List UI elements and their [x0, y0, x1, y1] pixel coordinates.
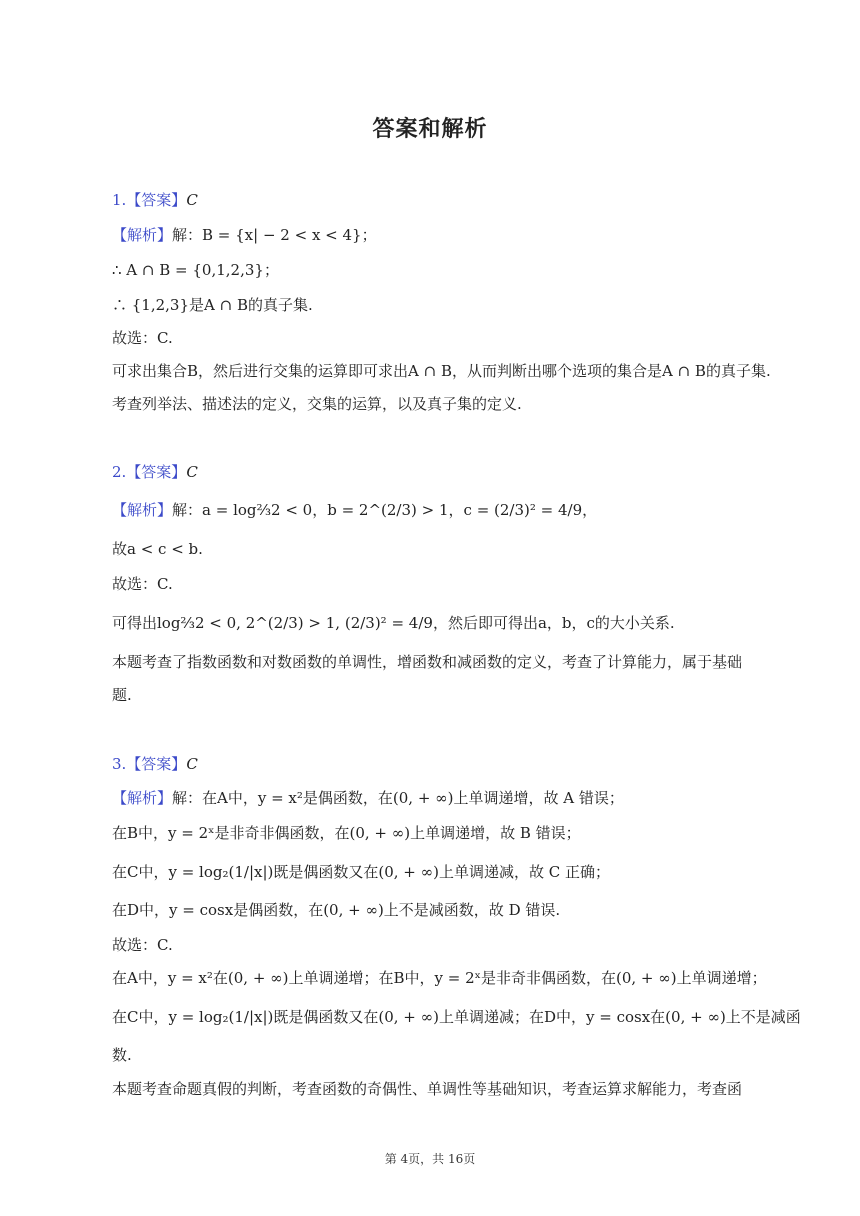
- q3-answer-line: [112, 753, 762, 775]
- q2-answer-line: [112, 461, 762, 483]
- q2-line-3: 故选：C.: [112, 575, 173, 593]
- analysis-tag: 【解析】: [112, 226, 173, 244]
- q2-answer-label: 2.【答案】: [112, 463, 187, 481]
- q1-line-2: ∴ A ∩ B = {0,1,2,3}；: [112, 261, 279, 279]
- analysis-tag: 【解析】: [112, 501, 173, 519]
- q1-line-4: 故选：C.: [112, 329, 173, 347]
- q2-line-2: 故a < c < b.: [112, 540, 203, 558]
- q3-line-7: 在C中，y = log₂(1/|x|)既是偶函数又在(0, + ∞)上单调递减；在D中，y = cosx在(0, + ∞)上不是减函: [112, 1008, 801, 1026]
- q3-line-1: 【解析】解：在A中，y = x²是偶函数，在(0, + ∞)上单调递增，故 A 错误；: [112, 789, 624, 807]
- page-footer: 第 4页，共 16页: [384, 1152, 476, 1166]
- q1-answer-value: C: [186, 191, 198, 209]
- q3-line-5: 故选：C.: [112, 936, 173, 954]
- q2-line-5: 本题考查了指数函数和对数函数的单调性，增函数和减函数的定义，考查了计算能力，属于基础: [112, 653, 743, 671]
- q3-line-8: 数.: [112, 1046, 132, 1064]
- q1-answer-line: [112, 189, 762, 211]
- page-title: 答案和解析: [372, 117, 488, 142]
- q3-line-4: 在D中，y = cosx是偶函数，在(0, + ∞)上不是减函数，故 D 错误.: [112, 901, 561, 919]
- q3-line-9: 本题考查命题真假的判断，考查函数的奇偶性、单调性等基础知识，考查运算求解能力，考查函: [112, 1080, 743, 1098]
- q1-line-3: ∴ {1,2,3}是A ∩ B的真子集.: [112, 296, 313, 314]
- q1-line-1: 【解析】解：B = {x| − 2 < x < 4}；: [112, 226, 377, 244]
- q3-line-6: 在A中，y = x²在(0, + ∞)上单调递增；在B中，y = 2ˣ是非奇非偶函数，在(0, + ∞)上单调递增；: [112, 969, 767, 987]
- q2-line-6: 题.: [112, 686, 132, 704]
- analysis-tag: 【解析】: [112, 789, 173, 807]
- q3-line-2: 在B中，y = 2ˣ是非奇非偶函数，在(0, + ∞)上单调递增，故 B 错误；: [112, 824, 581, 842]
- q1-line-5: 可求出集合B，然后进行交集的运算即可求出A ∩ B，从而判断出哪个选项的集合是A ∩ B的真子集.: [112, 362, 771, 380]
- q2-answer-value: C: [186, 463, 198, 481]
- q1-answer-label: 1.【答案】: [112, 191, 187, 209]
- q2-line-1: 【解析】解：a = log⅔2 < 0，b = 2^(2/3) > 1，c = (2/3)² = 4/9，: [112, 501, 598, 519]
- q3-answer-value: C: [186, 755, 198, 773]
- q3-answer-label: 3.【答案】: [112, 755, 187, 773]
- q3-line-3: 在C中，y = log₂(1/|x|)既是偶函数又在(0, + ∞)上单调递减，故 C 正确；: [112, 863, 610, 881]
- q2-line-4: 可得出log⅔2 < 0, 2^(2/3) > 1, (2/3)² = 4/9，然后即可得出a，b，c的大小关系.: [112, 614, 675, 632]
- q1-line-6: 考查列举法、描述法的定义，交集的运算，以及真子集的定义.: [112, 395, 522, 413]
